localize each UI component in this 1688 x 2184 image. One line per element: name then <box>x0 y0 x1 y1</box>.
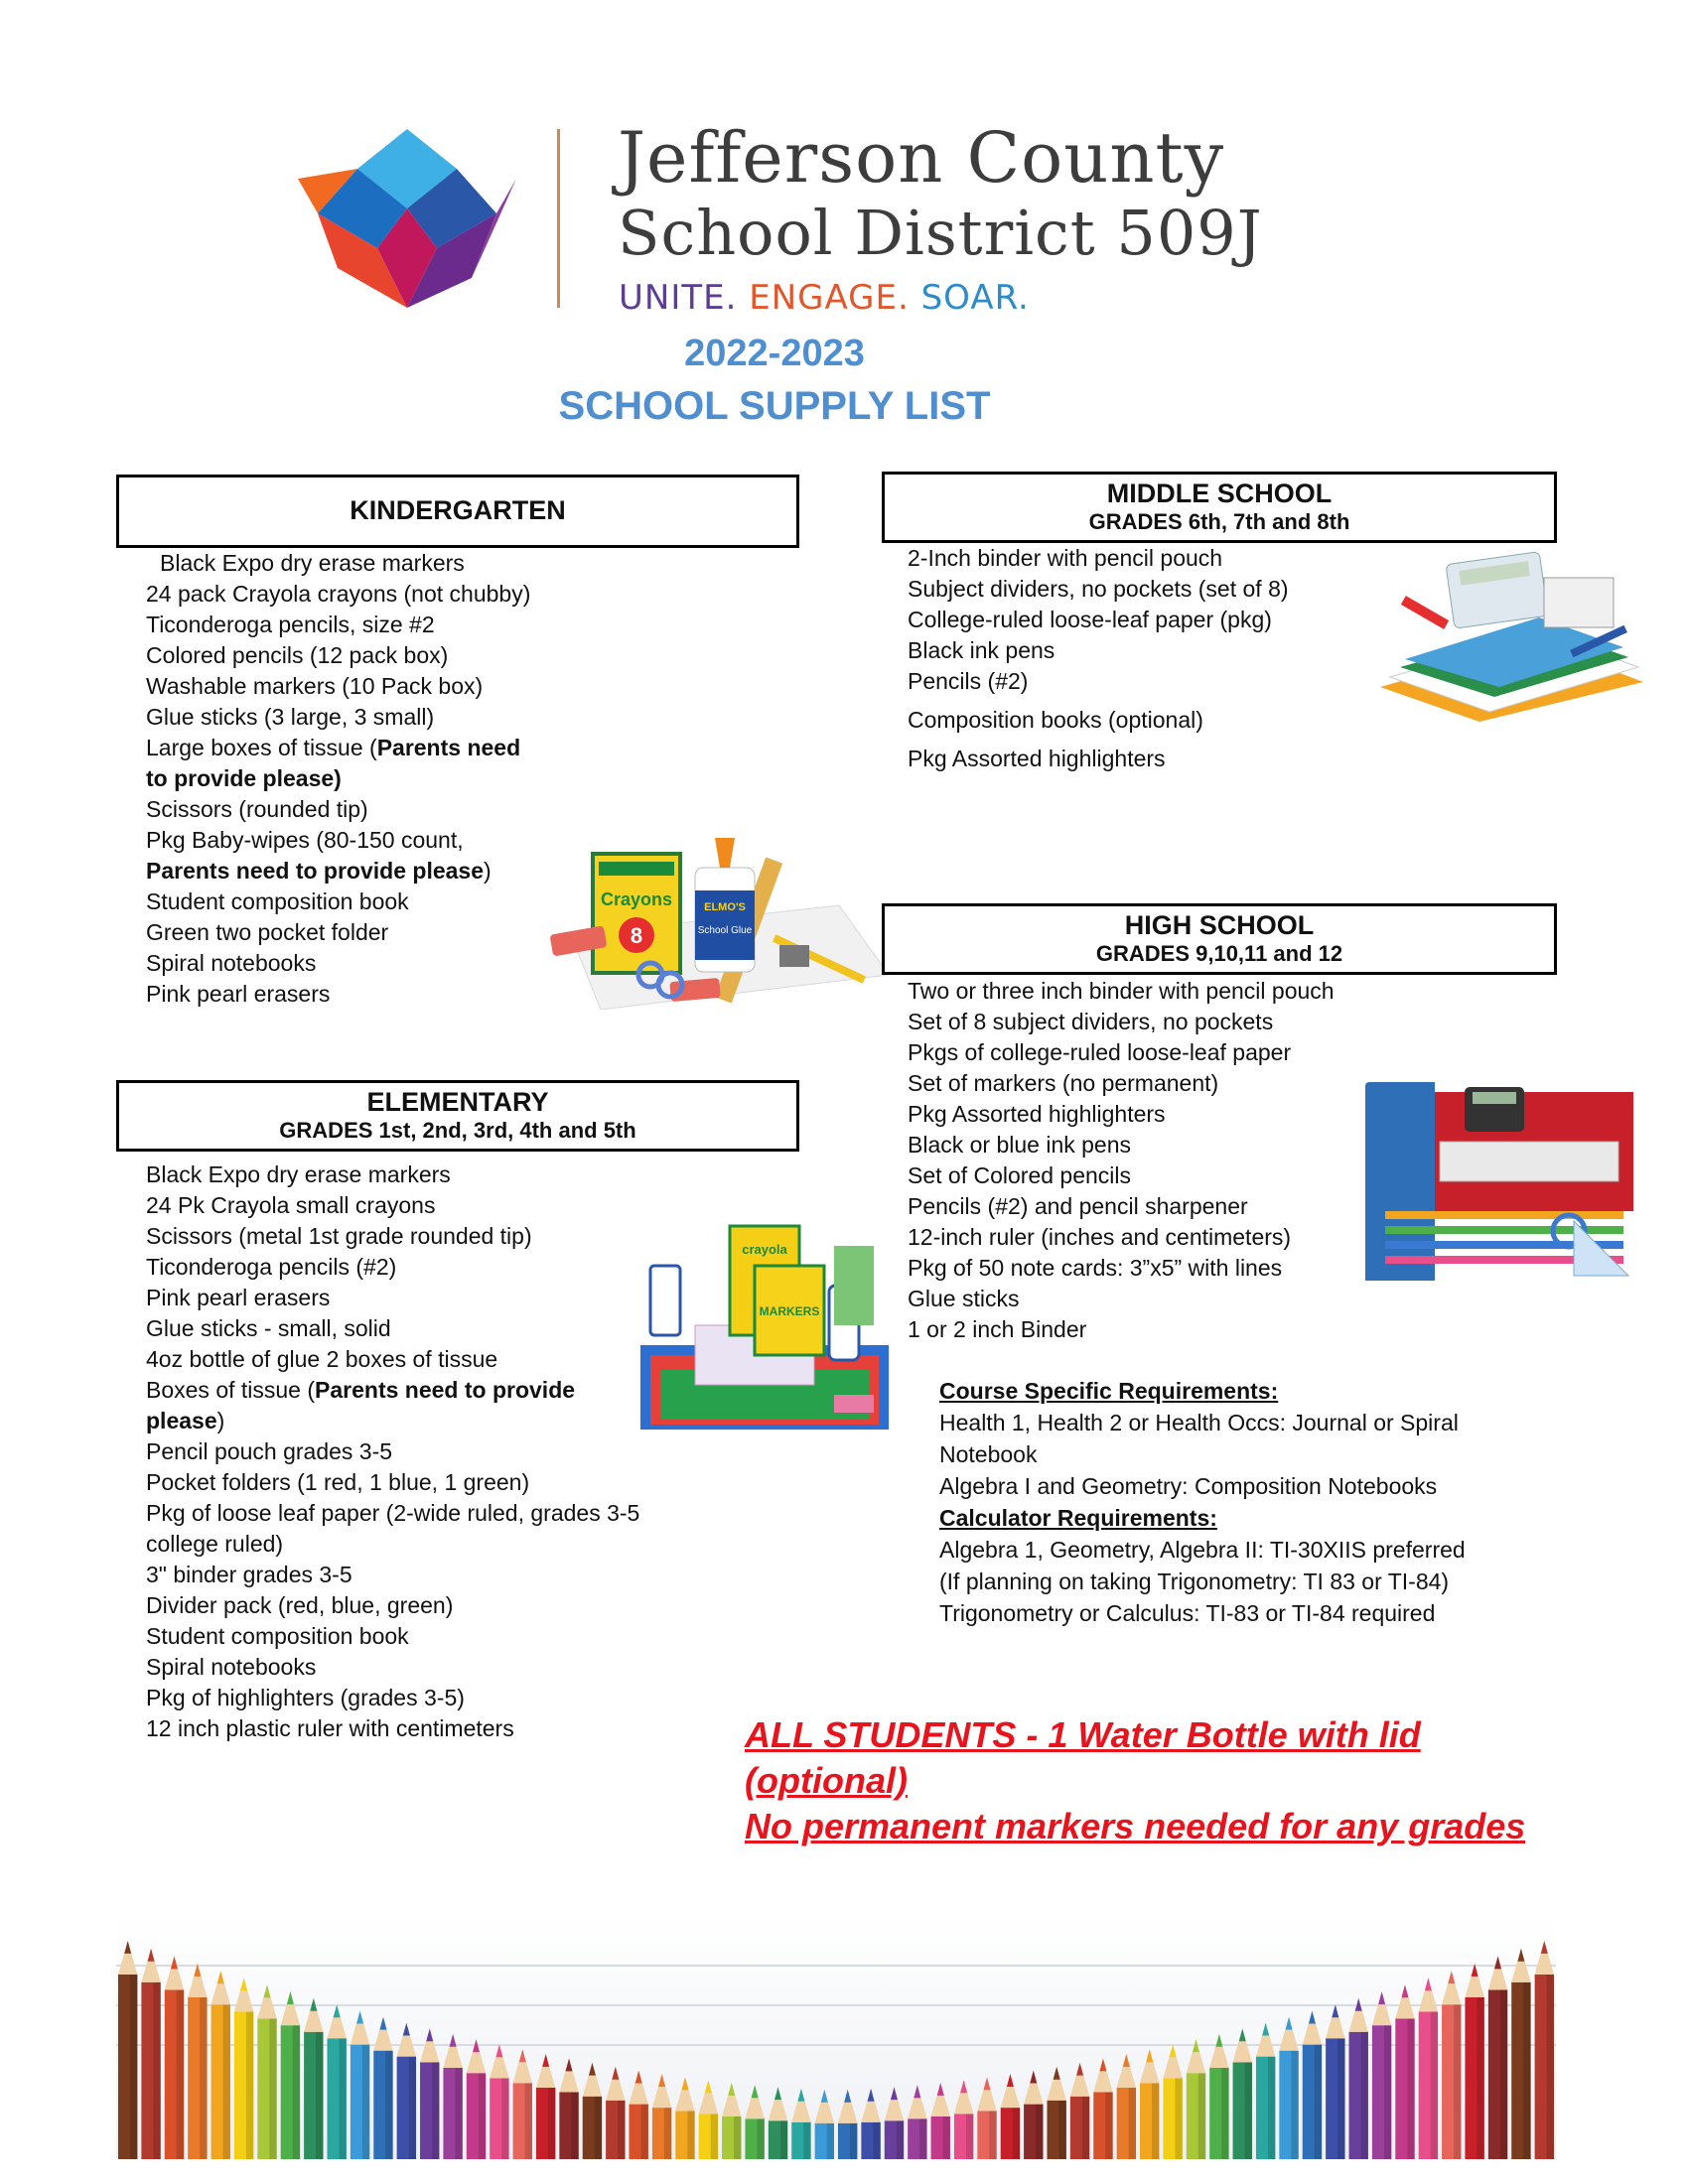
high-item <box>908 1130 1384 1160</box>
middle-school-header <box>882 472 1557 543</box>
elementary-item <box>146 1344 702 1375</box>
middle-item <box>908 666 1384 697</box>
calculator-requirement-line: Trigonometry or Calculus: TI-83 or TI-84 required <box>939 1600 1436 1626</box>
item-text: Glue sticks <box>908 1286 1020 1311</box>
calculator-requirement-line: Algebra 1, Geometry, Algebra II: TI-30XIIS preferred <box>939 1537 1466 1563</box>
elementary-item <box>146 1375 623 1436</box>
markers-box-icon <box>755 1266 824 1355</box>
middle-item <box>908 705 1384 736</box>
calculator-icon <box>1446 552 1548 629</box>
item-text: Pkg Assorted highlighters <box>908 746 1166 771</box>
item-text: 1 or 2 inch Binder <box>908 1316 1087 1342</box>
item-text: 12 inch plastic ruler with centimeters <box>146 1715 514 1741</box>
high-item <box>908 1068 1384 1099</box>
colored-pencil <box>257 1984 276 2159</box>
item-text: Pkgs of college-ruled loose-leaf paper <box>908 1039 1292 1065</box>
item-text-after: ) <box>484 858 492 884</box>
colored-pencil <box>141 1949 160 2159</box>
tagline-word-1: UNITE. <box>619 278 738 318</box>
item-text: Large boxes of tissue ( <box>146 735 377 760</box>
high-school-title: HIGH SCHOOL <box>1124 910 1315 940</box>
high-item <box>908 1007 1384 1037</box>
item-text: Pencils (#2) <box>908 668 1029 694</box>
item-text: Spiral notebooks <box>146 950 317 976</box>
glue-bottle-label: ELMO'S <box>704 901 746 913</box>
page-title: SCHOOL SUPPLY LIST <box>558 384 991 428</box>
crayola-box-label: crayola <box>742 1242 787 1257</box>
district-tagline <box>619 278 1030 318</box>
elementary-item <box>146 1467 702 1498</box>
colored-pencil <box>1465 1964 1483 2159</box>
colored-pencil <box>1419 1978 1438 2159</box>
crayon-box-count: 8 <box>630 923 643 948</box>
high-item <box>908 1314 1384 1345</box>
tagline-word-3: SOAR. <box>920 278 1030 318</box>
item-text: Pink pearl erasers <box>146 981 331 1007</box>
middle-school-list <box>908 543 1384 774</box>
colored-pencil <box>1535 1941 1554 2159</box>
district-name-line1: Jefferson County <box>618 117 1225 199</box>
middle-school-subtitle: GRADES 6th, 7th and 8th <box>1088 509 1350 534</box>
item-text: Set of Colored pencils <box>908 1162 1132 1188</box>
kindergarten-item <box>146 733 523 794</box>
glue-bottle-label-2: School Glue <box>697 925 753 936</box>
item-text: Scissors (rounded tip) <box>146 796 368 822</box>
colored-pencil <box>165 1956 184 2159</box>
colored-pencil <box>1511 1949 1530 2159</box>
elementary-item <box>146 1498 702 1560</box>
colored-pencil <box>1372 1991 1391 2159</box>
calculator-icon <box>1465 1087 1524 1132</box>
item-text: Colored pencils (12 pack box) <box>146 642 449 668</box>
item-text: Subject dividers, no pockets (set of 8) <box>908 576 1289 602</box>
colored-pencil <box>188 1964 207 2159</box>
item-text: Washable markers (10 Pack box) <box>146 673 484 699</box>
middle-item <box>908 605 1384 635</box>
item-text: Pkg Baby-wipes (80-150 count, <box>146 827 464 853</box>
kindergarten-title: KINDERGARTEN <box>350 495 566 525</box>
notice-line-1: ALL STUDENTS - 1 Water Bottle with lid (optional) <box>745 1714 1421 1801</box>
item-text: Spiral notebooks <box>146 1654 317 1680</box>
elementary-supplies-image <box>635 1206 894 1434</box>
item-text: Student composition book <box>146 888 409 914</box>
colored-pencils-banner-image <box>116 1916 1556 2159</box>
markers-box-label: MARKERS <box>759 1304 820 1318</box>
middle-item <box>908 635 1384 666</box>
item-text: Pink pearl erasers <box>146 1285 331 1310</box>
elementary-item <box>146 1252 702 1283</box>
kindergarten-item <box>146 702 543 733</box>
colored-pencil <box>118 1941 137 2159</box>
item-text: 3" binder grades 3-5 <box>146 1562 352 1587</box>
crayon-box-icon <box>593 854 680 973</box>
colored-pencil <box>1395 1984 1414 2159</box>
middle-item <box>908 543 1384 574</box>
item-text: Divider pack (red, blue, green) <box>146 1592 454 1618</box>
kindergarten-header <box>116 475 799 548</box>
high-school-subtitle: GRADES 9,10,11 and 12 <box>1095 941 1343 966</box>
elementary-item <box>146 1221 702 1252</box>
item-text: Composition books (optional) <box>908 707 1203 733</box>
kindergarten-item <box>146 825 543 887</box>
high-school-supplies-image <box>1365 1082 1633 1286</box>
kindergarten-item <box>146 610 543 640</box>
item-text: Scissors (metal 1st grade rounded tip) <box>146 1223 532 1249</box>
item-text: 2-Inch binder with pencil pouch <box>908 545 1223 571</box>
tagline-word-2: ENGAGE. <box>749 278 910 318</box>
kindergarten-item <box>146 640 543 671</box>
item-text: Set of 8 subject dividers, no pockets <box>908 1009 1274 1034</box>
course-requirements-heading: Course Specific Requirements: <box>939 1378 1279 1404</box>
item-text-after: ) <box>216 1408 225 1433</box>
elementary-item <box>146 1590 702 1621</box>
item-text: Glue sticks (3 large, 3 small) <box>146 704 435 730</box>
kindergarten-item <box>146 548 543 579</box>
middle-item <box>908 744 1384 774</box>
kindergarten-item <box>146 917 543 948</box>
course-requirements <box>939 1375 1555 1629</box>
elementary-item <box>146 1313 702 1344</box>
high-item <box>908 1284 1384 1314</box>
item-emphasis: Parents need to provide please <box>146 1377 576 1433</box>
item-text: Pocket folders (1 red, 1 blue, 1 green) <box>146 1469 530 1495</box>
item-text: 24 Pk Crayola small crayons <box>146 1192 436 1218</box>
elementary-item <box>146 1560 702 1590</box>
kindergarten-item <box>146 671 543 702</box>
item-text: Black ink pens <box>908 637 1055 663</box>
elementary-list <box>146 1160 702 1744</box>
item-text: Student composition book <box>146 1623 409 1649</box>
item-text: 24 pack Crayola crayons (not chubby) <box>146 581 531 607</box>
item-text: Two or three inch binder with pencil pouch <box>908 978 1335 1004</box>
school-year: 2022-2023 <box>684 333 865 374</box>
high-school-header <box>882 903 1557 975</box>
course-requirement-line: Health 1, Health 2 or Health Occs: Journal or Spiral Notebook <box>939 1410 1459 1467</box>
item-text: Pencils (#2) and pencil sharpener <box>908 1193 1248 1219</box>
elementary-item <box>146 1683 702 1713</box>
logo-divider <box>557 129 560 308</box>
calculator-requirements-heading: Calculator Requirements: <box>939 1505 1217 1531</box>
high-item <box>908 1222 1384 1253</box>
item-text: Black Expo dry erase markers <box>160 550 465 576</box>
high-item <box>908 1037 1384 1068</box>
item-text: Boxes of tissue ( <box>146 1377 316 1403</box>
item-text: 4oz bottle of glue 2 boxes of tissue <box>146 1346 498 1372</box>
kindergarten-item <box>146 579 543 610</box>
calculator-requirement-line: (If planning on taking Trigonometry: TI 83 or TI-84) <box>939 1569 1450 1594</box>
colored-pencil <box>1442 1971 1461 2159</box>
item-text: Ticonderoga pencils (#2) <box>146 1254 397 1280</box>
elementary-title: ELEMENTARY <box>366 1087 549 1117</box>
item-text: Ticonderoga pencils, size #2 <box>146 612 435 637</box>
colored-pencil <box>281 1991 300 2159</box>
high-item <box>908 1191 1384 1222</box>
item-text: Green two pocket folder <box>146 919 389 945</box>
elementary-item <box>146 1160 702 1190</box>
item-emphasis: Parents need to provide please <box>146 858 485 884</box>
item-text: Pkg Assorted highlighters <box>908 1101 1166 1127</box>
elementary-item <box>146 1713 702 1744</box>
district-name-line2: School District 509J <box>618 197 1263 269</box>
course-requirement-line: Algebra I and Geometry: Composition Notebooks <box>939 1473 1438 1499</box>
colored-pencil <box>304 1998 323 2159</box>
item-text: College-ruled loose-leaf paper (pkg) <box>908 607 1272 632</box>
elementary-item <box>146 1436 702 1467</box>
kindergarten-item <box>146 794 543 825</box>
elementary-item <box>146 1652 702 1683</box>
elementary-item <box>146 1190 702 1221</box>
elementary-item <box>146 1621 702 1652</box>
district-logo-icon <box>298 119 516 318</box>
item-text: Glue sticks - small, solid <box>146 1315 391 1341</box>
middle-item <box>908 574 1384 605</box>
high-item <box>908 1099 1384 1130</box>
all-students-notice <box>745 1712 1559 1849</box>
item-text: 12-inch ruler (inches and centimeters) <box>908 1224 1292 1250</box>
item-text: Pkg of 50 note cards: 3”x5” with lines <box>908 1255 1283 1281</box>
colored-pencil <box>1349 1998 1368 2159</box>
notice-line-2: No permanent markers needed for any grades <box>745 1806 1526 1846</box>
kindergarten-item <box>146 948 543 979</box>
middle-school-supplies-image <box>1370 548 1643 722</box>
kindergarten-list <box>146 548 543 1010</box>
item-text: Pencil pouch grades 3-5 <box>146 1438 393 1464</box>
high-school-list <box>908 976 1384 1345</box>
item-text: Pkg of highlighters (grades 3-5) <box>146 1685 465 1710</box>
item-text: Black Expo dry erase markers <box>146 1161 451 1187</box>
high-item <box>908 976 1384 1007</box>
item-text: Black or blue ink pens <box>908 1132 1132 1158</box>
elementary-subtitle: GRADES 1st, 2nd, 3rd, 4th and 5th <box>279 1118 636 1143</box>
item-text: Set of markers (no permanent) <box>908 1070 1219 1096</box>
colored-pencil <box>234 1978 253 2159</box>
colored-pencil <box>1488 1956 1507 2159</box>
high-item <box>908 1253 1384 1284</box>
elementary-item <box>146 1283 702 1313</box>
elementary-header <box>116 1080 799 1152</box>
kindergarten-item <box>146 979 543 1010</box>
item-text: Pkg of loose leaf paper (2-wide ruled, grades 3-5 college ruled) <box>146 1500 640 1557</box>
middle-school-title: MIDDLE SCHOOL <box>1106 478 1333 508</box>
kindergarten-supplies-image <box>541 816 904 1010</box>
high-item <box>908 1160 1384 1191</box>
item-emphasis: Parents need to provide please) <box>146 735 521 791</box>
crayon-box-label: Crayons <box>600 889 673 909</box>
colored-pencil <box>211 1971 230 2159</box>
kindergarten-item <box>146 887 543 917</box>
